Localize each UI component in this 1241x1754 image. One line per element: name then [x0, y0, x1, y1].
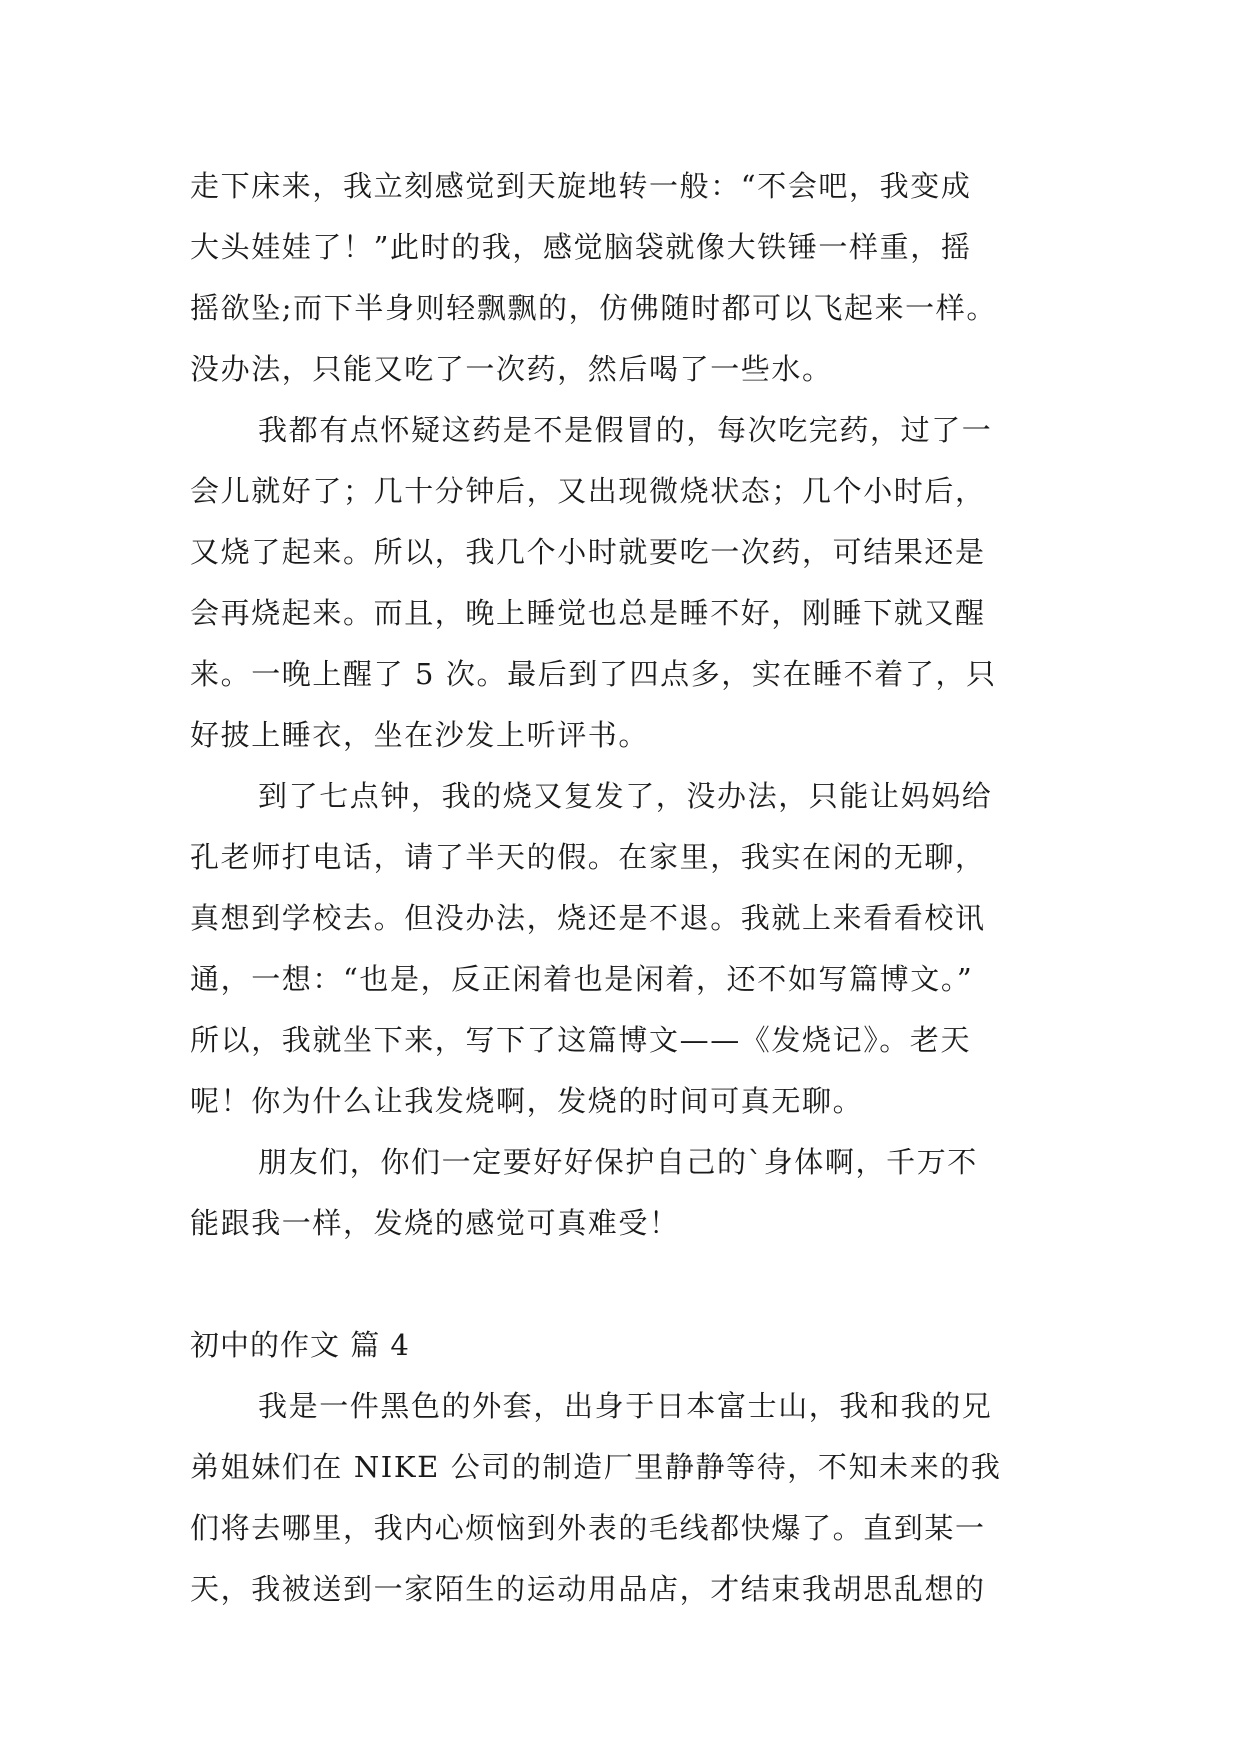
- text-line: 走下床来，我立刻感觉到天旋地转一般：“不会吧，我变成: [190, 169, 972, 203]
- paragraph-friends: [190, 1132, 1050, 1254]
- text-line: 来。一晚上醒了 5 次。最后到了四点多，实在睡不着了，只: [190, 657, 997, 691]
- text-line: 又烧了起来。所以，我几个小时就要吃一次药，可结果还是: [190, 535, 986, 569]
- paragraph-seven-oclock: [190, 766, 1050, 1132]
- text-line: 会再烧起来。而且，晚上睡觉也总是睡不好，刚睡下就又醒: [190, 596, 986, 630]
- text-line: 弟姐妹们在 NIKE 公司的制造厂里静静等待，不知未来的我: [190, 1450, 1002, 1484]
- text-line: 们将去哪里，我内心烦恼到外表的毛线都快爆了。直到某一: [190, 1511, 986, 1545]
- text-line: 能跟我一样，发烧的感觉可真难受！: [190, 1206, 680, 1240]
- text-line: 呢！你为什么让我发烧啊，发烧的时间可真无聊。: [190, 1084, 864, 1118]
- text-line: 通，一想：“也是，反正闲着也是闲着，还不如写篇博文。”: [190, 962, 974, 996]
- text-line: 摇欲坠;而下半身则轻飘飘的，仿佛随时都可以飞起来一样。: [190, 291, 997, 325]
- text-line: 所以，我就坐下来，写下了这篇博文——《发烧记》。老天: [190, 1023, 972, 1057]
- paragraph-doubt-medicine: [190, 400, 1050, 766]
- text-line: 天，我被送到一家陌生的运动用品店，才结束我胡思乱想的: [190, 1572, 986, 1606]
- text-line: 大头娃娃了！”此时的我，感觉脑袋就像大铁锤一样重，摇: [190, 230, 972, 264]
- section-heading: 初中的作文 篇 4: [190, 1328, 410, 1362]
- text-line: 我都有点怀疑这药是不是假冒的，每次吃完药，过了一: [258, 413, 993, 447]
- text-line: 没办法，只能又吃了一次药，然后喝了一些水。: [190, 352, 833, 386]
- text-line: 到了七点钟，我的烧又复发了，没办法，只能让妈妈给: [258, 779, 993, 813]
- text-line: 朋友们，你们一定要好好保护自己的`身体啊，千万不: [258, 1145, 978, 1179]
- paragraph-black-jacket: [190, 1376, 1050, 1620]
- text-line: 我是一件黑色的外套，出身于日本富士山，我和我的兄: [258, 1389, 993, 1423]
- text-line: 真想到学校去。但没办法，烧还是不退。我就上来看看校讯: [190, 901, 986, 935]
- paragraph-continuation: [190, 156, 1050, 400]
- paragraph-spacer: [190, 1254, 1050, 1315]
- document-page: [190, 156, 1050, 1620]
- text-line: 孔老师打电话，请了半天的假。在家里，我实在闲的无聊，: [190, 840, 986, 874]
- text-line: 好披上睡衣，坐在沙发上听评书。: [190, 718, 650, 752]
- text-line: 会儿就好了；几十分钟后，又出现微烧状态；几个小时后，: [190, 474, 986, 508]
